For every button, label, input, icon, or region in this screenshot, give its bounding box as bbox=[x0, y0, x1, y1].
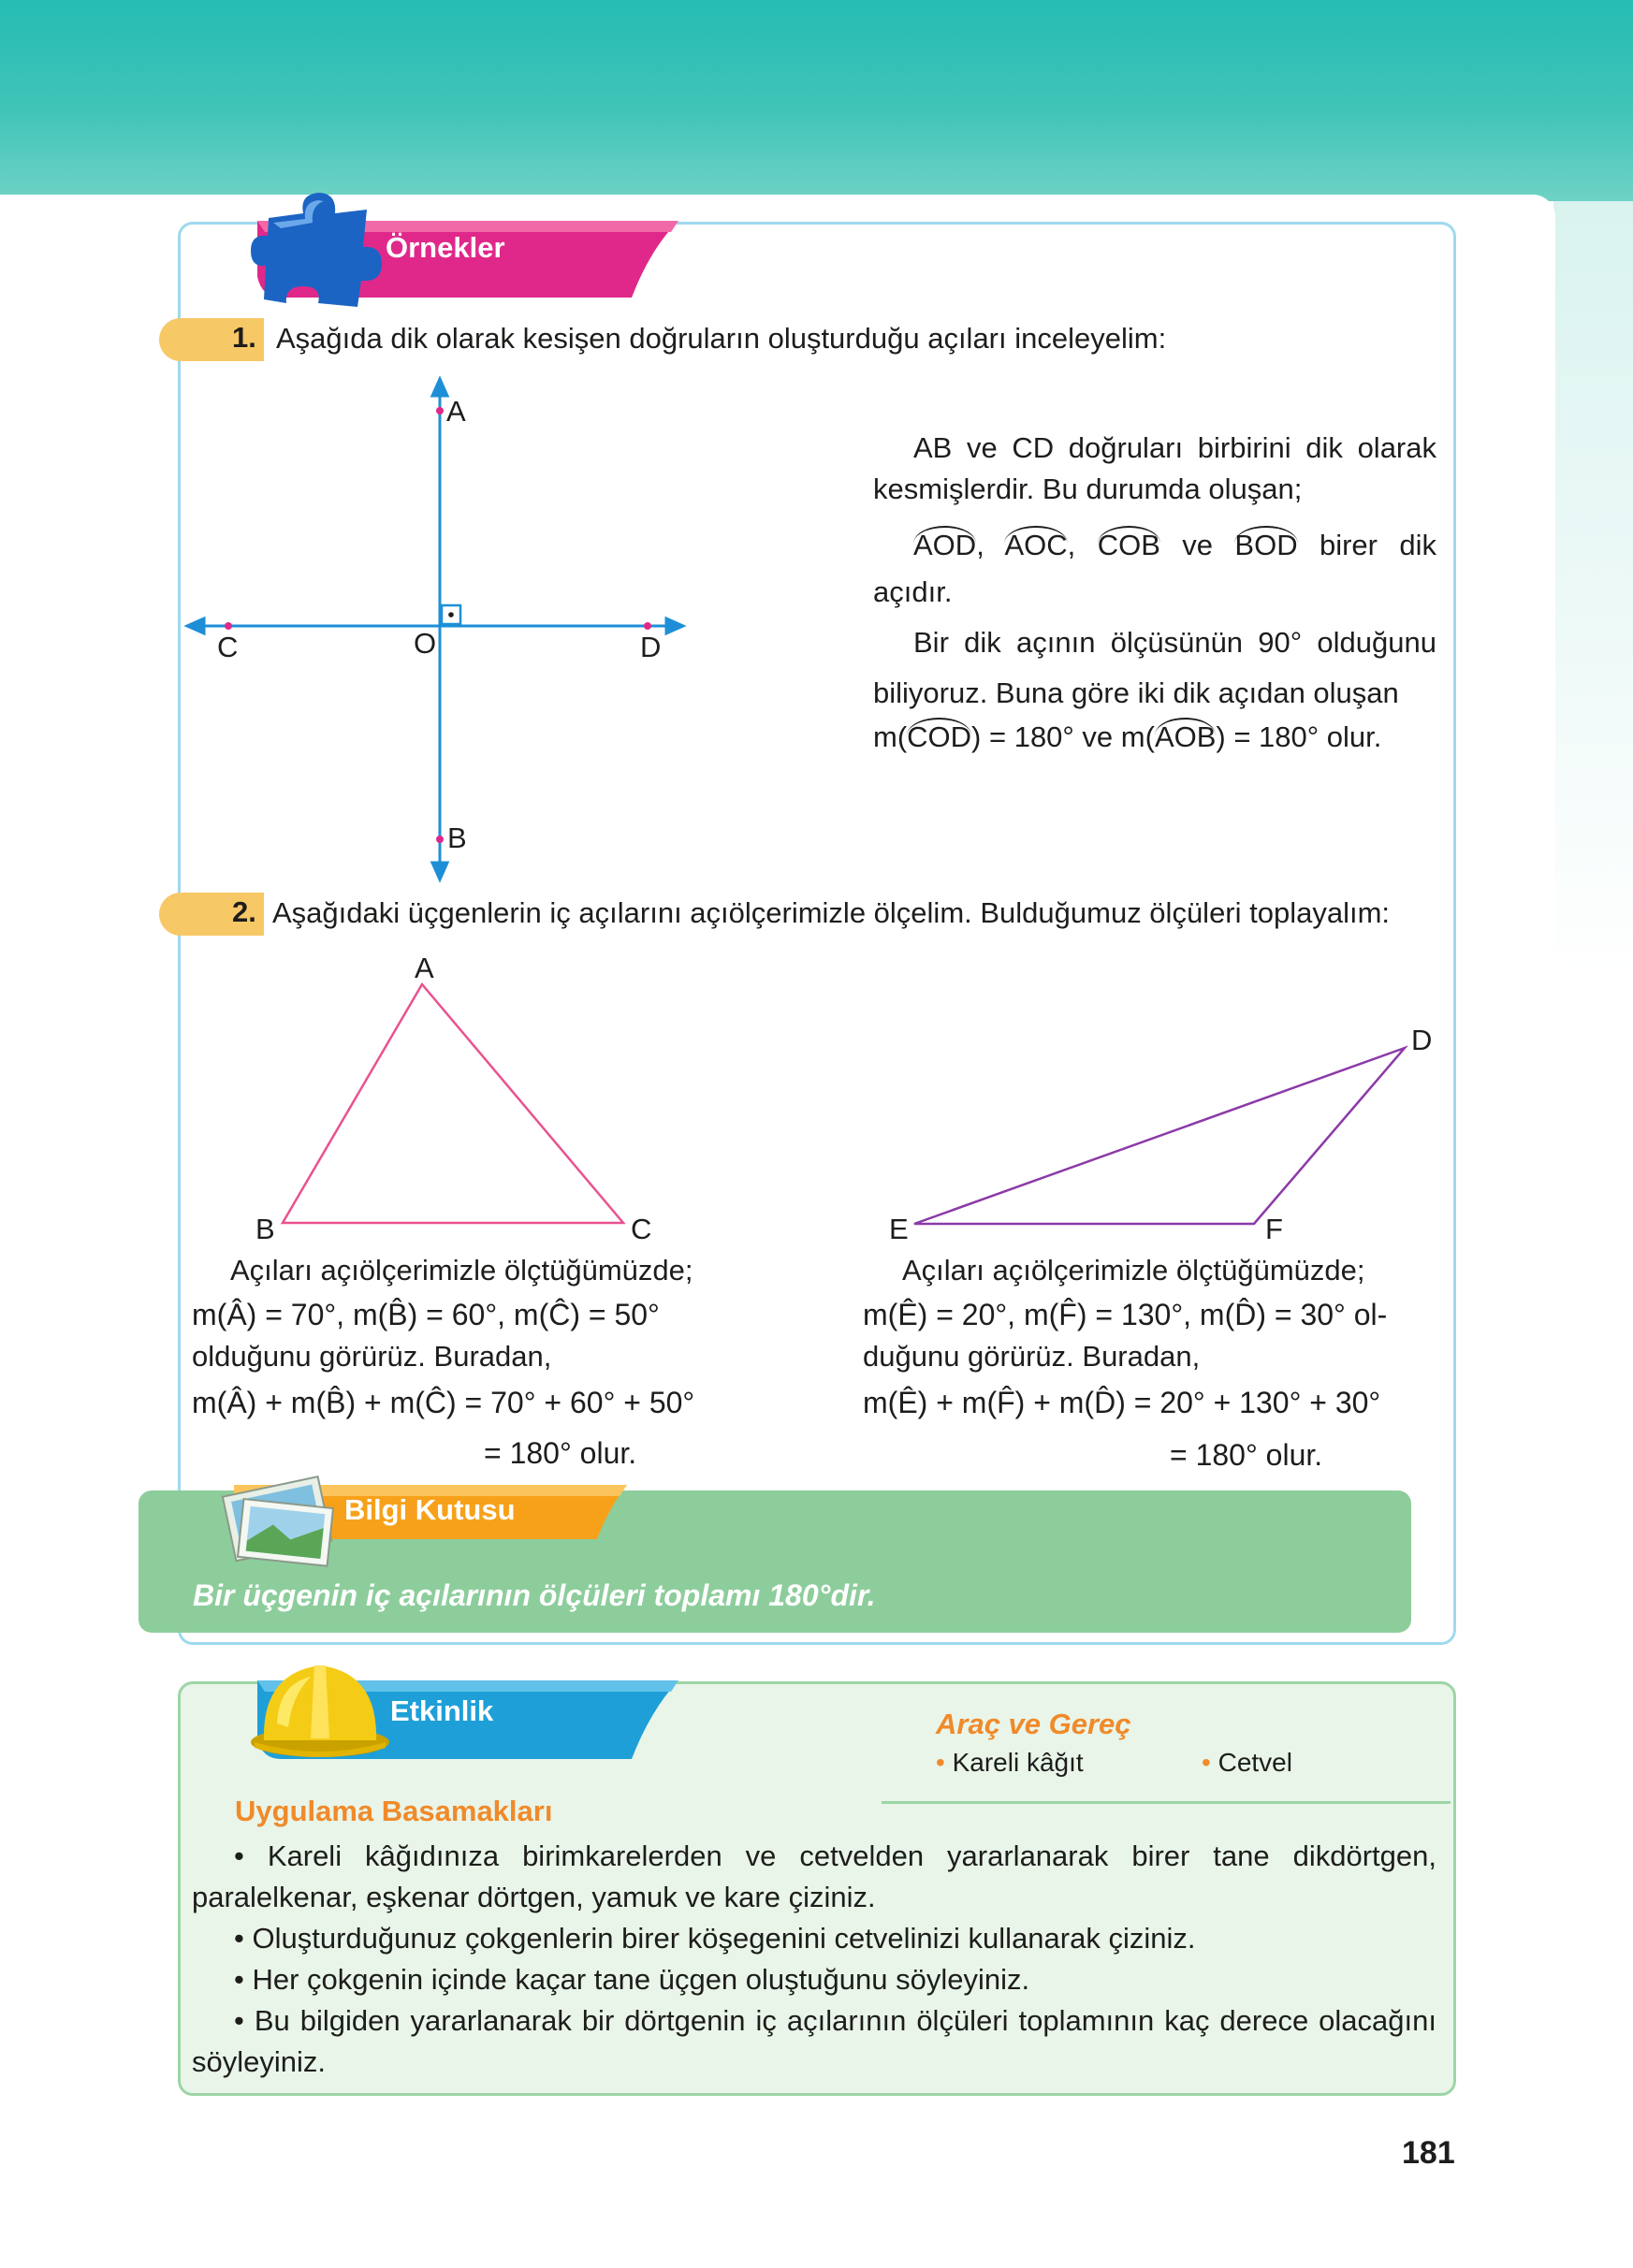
tri2-measures: m(Ê) = 20°, m(F̂) = 130°, m(D̂) = 30° ol- bbox=[863, 1298, 1388, 1331]
label-c: C bbox=[217, 631, 239, 663]
angle-aod: AOD bbox=[913, 526, 976, 561]
example2-number: 2. bbox=[232, 895, 256, 928]
activity-title: Etkinlik bbox=[390, 1694, 494, 1727]
steps-title: Uygulama Basamakları bbox=[235, 1795, 553, 1827]
step-item: • Oluşturduğunuz çokgenlerin birer köşegenini cetvelinizi kullanarak çiziniz. bbox=[234, 1922, 1196, 1955]
tri2-result: = 180° olur. bbox=[1170, 1438, 1323, 1472]
tri1-measures: m(Â) = 70°, m(B̂) = 60°, m(Ĉ) = 50° bbox=[192, 1298, 660, 1331]
angle-cod: COD bbox=[907, 718, 971, 753]
tri2-label-e: E bbox=[889, 1213, 909, 1245]
example1-result: m(COD) = 180° ve m(AOB) = 180° olur. bbox=[873, 717, 1436, 758]
example1-number: 1. bbox=[232, 321, 256, 354]
step-4: Bu bilgiden yararlanarak bir dörtgenin iç açılarının ölçüleri toplamının kaç derece olacağını söyleyiniz. bbox=[192, 2004, 1436, 2079]
tool-kareli-kagit-label: Kareli kâğıt bbox=[952, 1748, 1084, 1777]
tool-cetvel: • Cetvel bbox=[1202, 1748, 1292, 1777]
photos-icon bbox=[208, 1467, 348, 1570]
label-o: O bbox=[414, 627, 437, 660]
puzzle-icon bbox=[245, 176, 386, 316]
tri2-sum: m(Ê) + m(F̂) + m(D̂) = 20° + 130° + 30° bbox=[863, 1386, 1381, 1419]
example1-para1: AB ve CD doğruları birbirini dik olarak kesmişlerdir. Bu durumda oluşan; bbox=[873, 431, 1436, 506]
example1-instruction: Aşağıda dik olarak kesişen doğruların oluşturduğu açıları inceleyelim: bbox=[276, 322, 1167, 355]
tri1-label-a: A bbox=[415, 952, 434, 984]
tri1-result: = 180° olur. bbox=[484, 1436, 637, 1470]
m-cod-prefix: m bbox=[873, 720, 897, 753]
point-b bbox=[436, 836, 444, 843]
steps-list bbox=[192, 1836, 1436, 2083]
perpendicular-lines-figure bbox=[178, 370, 721, 894]
tri1-label-c: C bbox=[631, 1213, 652, 1245]
tri2-measured-intro: Açıları açıölçerimizle ölçtüğümüzde; bbox=[902, 1254, 1365, 1287]
label-d: D bbox=[640, 631, 662, 663]
step-item: • Bu bilgiden yararlanarak bir dörtgenin iç açılarının ölçüleri toplamının kaç derece olacağını söyleyiniz. bbox=[192, 2004, 1436, 2079]
info-text: Bir üçgenin iç açılarının ölçüleri toplamı 180°dir. bbox=[193, 1578, 876, 1612]
label-a: A bbox=[446, 395, 466, 428]
tri2-label-f: F bbox=[1265, 1213, 1283, 1245]
angle-aoc: AOC bbox=[1004, 526, 1067, 561]
step-1: Kareli kâğıdınıza birimkarelerden ve cetvelden yararlanarak birer tane dikdörtgen, paralelkenar, eşkenar dörtgen, yamuk ve kare çiziniz. bbox=[192, 1839, 1436, 1914]
example1-angles bbox=[873, 522, 1436, 616]
example2-instruction: Aşağıdaki üçgenlerin iç açılarını açıölçerimizle ölçelim. Bulduğumuz ölçüleri toplayalım: bbox=[272, 896, 1391, 929]
aob-equation: = 180° olur. bbox=[1233, 720, 1382, 753]
step-item: • Kareli kâğıdınıza birimkarelerden ve cetvelden yararlanarak birer tane dikdörtgen, paralelkenar, eşkenar dörtgen, yamuk ve kare çiziniz. bbox=[192, 1839, 1436, 1914]
angle-bod: BOD bbox=[1234, 526, 1297, 561]
info-title: Bilgi Kutusu bbox=[344, 1493, 516, 1526]
tri1-conclusion-intro: olduğunu görürüz. Buradan, bbox=[192, 1340, 552, 1373]
page-number: 181 bbox=[1402, 2135, 1455, 2171]
example1-para3: Bir dik açının ölçüsünün 90° olduğunu biliyoruz. Buna göre iki dik açıdan oluşan bbox=[873, 626, 1436, 710]
top-band bbox=[0, 0, 1633, 201]
angles-tail: birer dik açıdır. bbox=[873, 529, 1437, 609]
side-fade bbox=[1553, 201, 1633, 978]
tools-title: Araç ve Gereç bbox=[936, 1708, 1131, 1740]
hardhat-icon bbox=[245, 1645, 395, 1766]
step-3: Her çokgenin içinde kaçar tane üçgen oluştuğunu söyleyiniz. bbox=[252, 1963, 1030, 1997]
tool-cetvel-label: Cetvel bbox=[1217, 1748, 1292, 1777]
tri2-conclusion-intro: duğunu görürüz. Buradan, bbox=[863, 1340, 1201, 1373]
triangle-abc bbox=[271, 973, 646, 1235]
tri1-measured-intro: Açıları açıölçerimizle ölçtüğümüzde; bbox=[230, 1254, 693, 1287]
angles-sep2: , bbox=[1067, 529, 1076, 561]
examples-title: Örnekler bbox=[386, 231, 505, 264]
point-a bbox=[436, 407, 444, 414]
cod-equation: = 180° ve m bbox=[988, 720, 1145, 753]
step-item: • Her çokgenin içinde kaçar tane üçgen oluştuğunu söyleyiniz. bbox=[234, 1963, 1030, 1997]
tri1-label-b: B bbox=[255, 1213, 275, 1245]
angle-aob: AOB bbox=[1155, 718, 1216, 753]
angle-cob: COB bbox=[1098, 526, 1160, 561]
angles-ve: ve bbox=[1182, 529, 1214, 561]
tri1-sum: m(Â) + m(B̂) + m(Ĉ) = 70° + 60° + 50° bbox=[192, 1386, 695, 1419]
tools-divider bbox=[882, 1801, 1451, 1804]
triangle-def bbox=[903, 1037, 1418, 1233]
tri2-label-d: D bbox=[1411, 1024, 1433, 1056]
tool-kareli-kagit: • Kareli kâğıt bbox=[936, 1748, 1084, 1777]
step-2: Oluşturduğunuz çokgenlerin birer köşegenini cetvelinizi kullanarak çiziniz. bbox=[252, 1922, 1196, 1955]
right-angle-dot bbox=[448, 612, 454, 618]
label-b: B bbox=[447, 821, 467, 854]
angles-sep1: , bbox=[976, 529, 984, 561]
